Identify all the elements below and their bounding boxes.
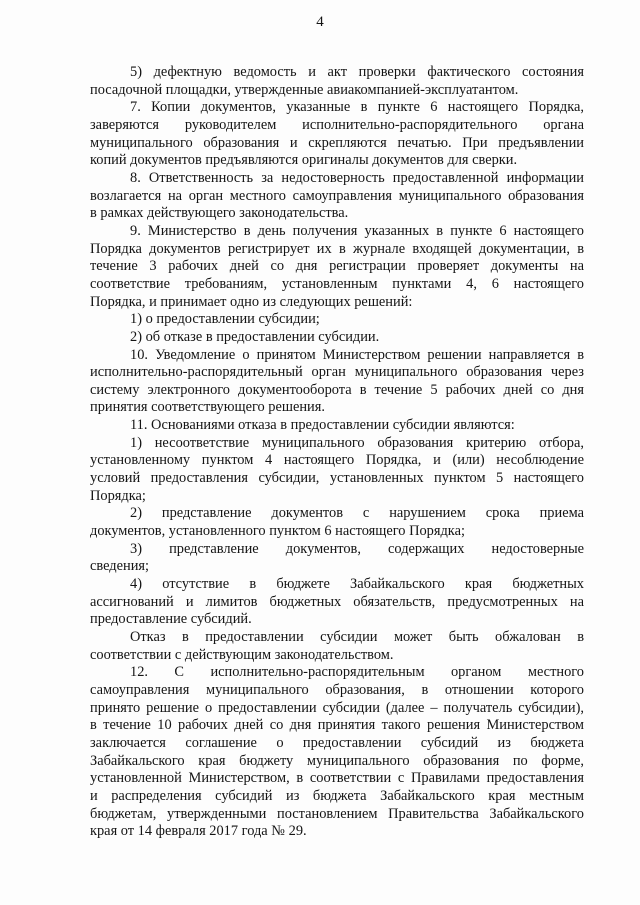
text-line: в рамках действующего законодательства. — [90, 205, 349, 222]
text-line: самоуправления муниципального образования, в отношении которого — [90, 681, 584, 698]
text-line: 9. Министерство в день получения указанных в пункте 6 настоящего — [130, 222, 584, 239]
text-line: посадочной площадки, утвержденные авиакомпанией-эксплуатантом. — [90, 81, 519, 98]
text-line: 7. Копии документов, указанные в пункте 6 настоящего Порядка, — [130, 99, 584, 116]
text-line: систему электронного документооборота в течение 5 рабочих дней со дня — [90, 381, 584, 398]
text-line: Отказ в предоставлении субсидии может быть обжалован в — [130, 629, 584, 645]
document-body — [90, 64, 584, 841]
text-line: муниципального образования и скрепляются печатью. При предъявлении — [90, 134, 584, 151]
text-line: соответствие требованиям, установленным пунктами 4, 6 настоящего — [90, 275, 584, 292]
text-line: 5) дефектную ведомость и акт проверки фактического состояния — [130, 64, 584, 80]
text-line: условий предоставления субсидии, установленных пунктом 5 настоящего — [90, 470, 584, 487]
text-line: в течение 10 рабочих дней со дня принятия такого решения Министерством — [90, 717, 584, 734]
text-line: Порядка; — [90, 487, 146, 504]
text-line: принятия соответствующего решения. — [90, 399, 325, 416]
text-line: Порядка документов регистрирует их в журнале входящей документации, в — [90, 240, 584, 257]
text-line: установленной Министерством, в соответствии с Правилами предоставления — [90, 770, 584, 787]
text-line: и распределения субсидий из бюджета Забайкальского края местным — [90, 787, 584, 804]
text-line: 1) несоответствие муниципального образования критерию отбора, — [130, 434, 584, 451]
text-line: 2) об отказе в предоставлении субсидии. — [130, 328, 380, 345]
text-line: принято решение о предоставлении субсидии (далее – получатель субсидии), — [90, 699, 584, 716]
text-line: 2) представление документов с нарушением срока приема — [130, 505, 584, 522]
text-line: заверяются руководителем исполнительно-распорядительного органа — [90, 116, 584, 133]
text-line: исполнительно-распорядительный орган муниципального образования через — [90, 364, 584, 381]
text-line: бюджетам, утвержденными постановлением Правительства Забайкальского — [90, 805, 584, 822]
text-line: предоставление субсидий. — [90, 611, 252, 628]
text-line: 10. Уведомление о принятом Министерством решении направляется в — [130, 346, 584, 363]
text-line: 3) представление документов, содержащих недостоверные — [130, 540, 584, 557]
text-line: установленному пунктом 4 настоящего Порядка, и (или) несоблюдение — [90, 452, 584, 469]
text-line: копий документов предъявляются оригиналы документов для сверки. — [90, 152, 518, 169]
text-line: 4) отсутствие в бюджете Забайкальского края бюджетных — [130, 576, 584, 593]
text-line: Порядка, и принимает одно из следующих решений: — [90, 293, 413, 310]
text-line: 8. Ответственность за недостоверность предоставленной информации — [130, 169, 584, 186]
page-number: 4 — [316, 14, 324, 30]
text-line: 11. Основаниями отказа в предоставлении субсидии являются: — [130, 417, 515, 434]
text-line: 12. С исполнительно-распорядительным органом местного — [130, 664, 584, 681]
text-line: документов, установленного пунктом 6 настоящего Порядка; — [90, 523, 465, 540]
text-line: 1) о предоставлении субсидии; — [130, 311, 320, 328]
text-line: заключается соглашение о предоставлении субсидий из бюджета — [90, 734, 584, 751]
text-line: Забайкальского края бюджету муниципального образования по форме, — [90, 752, 584, 769]
text-line: ассигнований и лимитов бюджетных обязательств, предусмотренных на — [90, 593, 584, 610]
text-line: сведения; — [90, 558, 150, 575]
text-line: течение 3 рабочих дней со дня регистрации проверяет документы на — [90, 258, 584, 275]
text-line: соответствии с действующим законодательством. — [90, 646, 394, 663]
text-line: возлагается на орган местного самоуправления муниципального образования — [90, 187, 584, 204]
text-line: края от 14 февраля 2017 года № 29. — [90, 823, 307, 840]
